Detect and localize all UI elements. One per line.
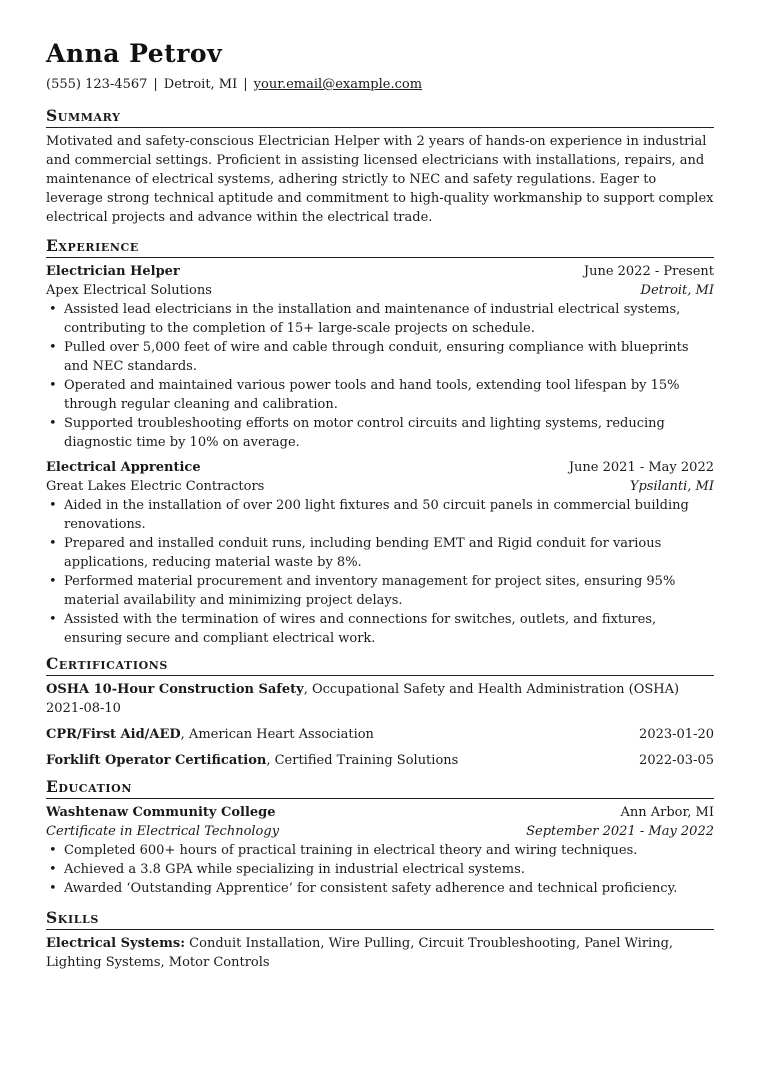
- certification-date: 2023-01-20: [639, 727, 714, 742]
- list-item: • Aided in the installation of over 200 light fixtures and 50 circuit panels in commercial building renovations.: [46, 496, 714, 534]
- job-entry: [46, 458, 714, 648]
- certification-issuer: , Certified Training Solutions: [266, 753, 459, 768]
- job-location: Detroit, MI: [640, 283, 714, 298]
- email-link[interactable]: your.email@example.com: [253, 77, 423, 92]
- certification-issuer: , Occupational Safety and Health Administration (OSHA): [303, 682, 680, 697]
- certification-issuer: , American Heart Association: [180, 727, 374, 742]
- contact-line: [46, 76, 714, 94]
- summary-section: [46, 106, 714, 227]
- certification-date: 2021-08-10: [46, 701, 121, 716]
- section-heading-skills: Skills: [46, 908, 714, 930]
- certifications-section: [46, 654, 714, 770]
- list-item: • Performed material procurement and inventory management for project sites, ensuring 95% material availability and minimizing project delays.: [46, 572, 714, 610]
- education-section: [46, 777, 714, 898]
- contact-separator: |: [243, 77, 248, 92]
- job-dates: June 2021 - May 2022: [568, 460, 714, 475]
- experience-section: [46, 236, 714, 648]
- job-header: [46, 262, 714, 281]
- certification-name: OSHA 10-Hour Construction Safety: [46, 682, 304, 697]
- school-location: Ann Arbor, MI: [620, 805, 714, 820]
- resume-page: [46, 38, 714, 972]
- program-name: Certificate in Electrical Technology: [46, 824, 280, 839]
- list-item: • Assisted with the termination of wires and connections for switches, outlets, and fixtures, ensuring secure and compliant electrical work.: [46, 610, 714, 648]
- certification-date: 2022-03-05: [639, 753, 714, 768]
- list-item: • Prepared and installed conduit runs, including bending EMT and Rigid conduit for various applications, reducing material waste by 8%.: [46, 534, 714, 572]
- certification-name: CPR/First Aid/AED: [46, 727, 181, 742]
- job-company: Great Lakes Electric Contractors: [46, 479, 265, 494]
- list-item: • Pulled over 5,000 feet of wire and cable through conduit, ensuring compliance with blueprints and NEC standards.: [46, 338, 714, 376]
- education-header: [46, 803, 714, 822]
- education-bullets: [46, 841, 714, 898]
- certification-entry: [46, 725, 714, 744]
- list-item: • Awarded ‘Outstanding Apprentice’ for consistent safety adherence and technical proficiency.: [46, 879, 714, 898]
- job-location: Ypsilanti, MI: [629, 479, 714, 494]
- candidate-name: Anna Petrov: [46, 39, 223, 68]
- job-role: Electrician Helper: [46, 264, 180, 279]
- list-item: • Achieved a 3.8 GPA while specializing in industrial electrical systems.: [46, 860, 714, 879]
- job-bullets: [46, 496, 714, 648]
- education-subheader: [46, 822, 714, 841]
- skill-list: Conduit Installation, Wire Pulling, Circuit Troubleshooting, Panel Wiring, Lighting Systems, Motor Controls: [46, 936, 674, 970]
- list-item: • Completed 600+ hours of practical training in electrical theory and wiring techniques.: [46, 841, 714, 860]
- job-subheader: [46, 477, 714, 496]
- school-name: Washtenaw Community College: [46, 805, 276, 820]
- phone-number: (555) 123-4567: [46, 77, 148, 92]
- contact-separator: |: [153, 77, 158, 92]
- job-dates: June 2022 - Present: [583, 264, 714, 279]
- education-dates: September 2021 - May 2022: [526, 824, 714, 839]
- job-company: Apex Electrical Solutions: [46, 283, 212, 298]
- skill-category: Electrical Systems:: [46, 936, 186, 951]
- section-heading-certifications: Certifications: [46, 654, 714, 676]
- list-item: • Operated and maintained various power tools and hand tools, extending tool lifespan by 15% through regular cleaning and calibration.: [46, 376, 714, 414]
- certification-name: Forklift Operator Certification: [46, 753, 267, 768]
- certification-entry: [46, 680, 714, 718]
- section-heading-education: Education: [46, 777, 714, 799]
- skills-section: [46, 908, 714, 972]
- certification-line: [46, 680, 714, 699]
- certification-entry: [46, 751, 714, 770]
- skills-text: [46, 934, 714, 972]
- location: Detroit, MI: [163, 77, 238, 92]
- summary-text: Motivated and safety-conscious Electrician Helper with 2 years of hands-on experience in industrial and commercial settings. Proficient in assisting licensed electricians with installations, repairs, and maintenance of electrical systems, adhering strictly to NEC and safety regulations. Eager to leverage strong technical aptitude and commitment to high-quality workmanship to support complex electrical projects and advance within the electrical trade.: [46, 134, 714, 225]
- job-bullets: [46, 300, 714, 452]
- section-heading-summary: Summary: [46, 106, 714, 128]
- job-subheader: [46, 281, 714, 300]
- job-header: [46, 458, 714, 477]
- job-role: Electrical Apprentice: [46, 460, 201, 475]
- list-item: • Supported troubleshooting efforts on motor control circuits and lighting systems, reducing diagnostic time by 10% on average.: [46, 414, 714, 452]
- job-entry: [46, 262, 714, 452]
- section-heading-experience: Experience: [46, 236, 714, 258]
- list-item: • Assisted lead electricians in the installation and maintenance of industrial electrical systems, contributing to the completion of 15+ large-scale projects on schedule.: [46, 300, 714, 338]
